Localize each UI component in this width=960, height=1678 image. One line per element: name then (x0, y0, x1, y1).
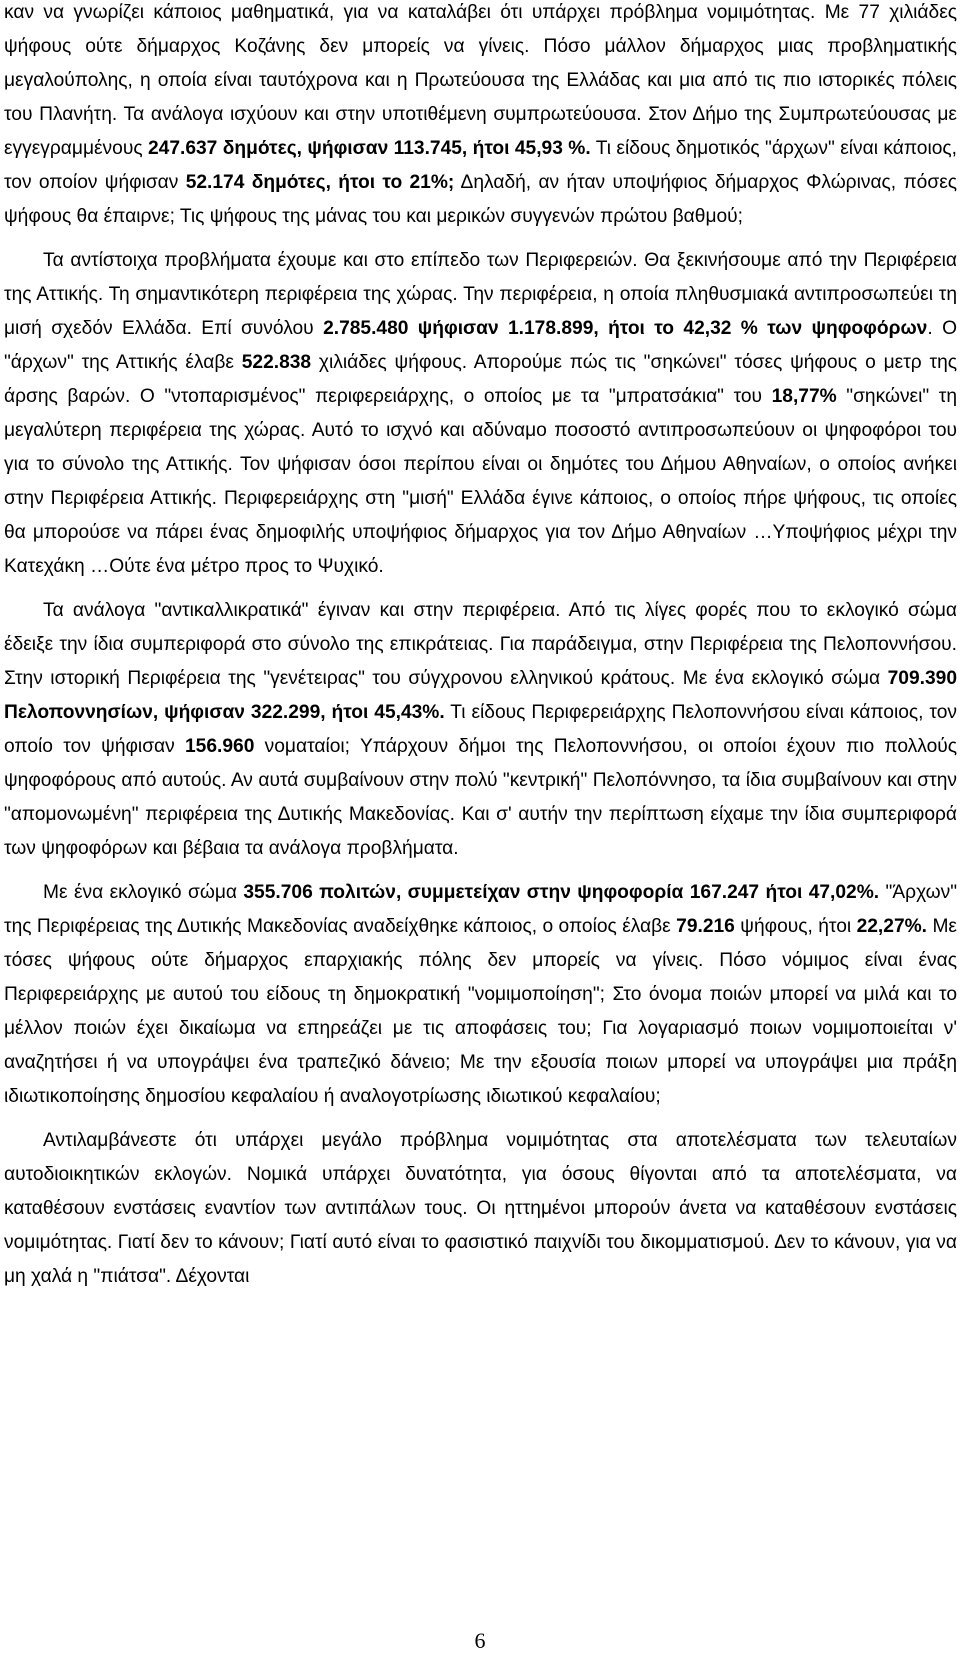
bold-text-run: 709.390 Πελοποννησίων, ψήφισαν 322.299, ήτοι 45,43%. (4, 668, 957, 723)
text-run: "Άρχων" της Περιφέρειας της Δυτικής Μακεδονίας αναδείχθηκε κάποιος, ο οποίος έλαβε (4, 882, 958, 937)
text-run: νοματαίοι; Υπάρχουν δήμοι της Πελοποννήσου, οι οποίοι έχουν πιο πολλούς ψηφοφόρους από αυτούς. Αν αυτά συμβαίνουν στην πολύ "κεντρική" Πελοπόννησο, τα ίδια συμβαίνουν και στην "απομονωμένη" περιφέρεια της Δυτικής Μακεδονίας. Και σ' αυτήν την περίπτωση είχαμε την ίδια συμπεριφορά των ψηφοφόρων και βέβαια τα ανάλογα προβλήματα. (4, 736, 957, 859)
bold-text-run: 247.637 δημότες, ψήφισαν 113.745, ήτοι 45,93 %. (147, 138, 591, 159)
text-run: Με ένα εκλογικό σώμα (43, 882, 244, 903)
bold-text-run: 156.960 (185, 736, 255, 757)
text-run: Τι είδους Περιφερειάρχης Πελοποννήσου είναι κάποιος, τον οποίο τον ψήφισαν (4, 702, 957, 757)
paragraph (4, 244, 957, 584)
text-run: ψήφους, ήτοι (734, 916, 857, 937)
bold-text-run: 522.838 (241, 352, 312, 373)
text-run: χιλιάδες ψήφους. Απορούμε πώς τις "σηκώνει" τόσες ψήφους ο μετρ της άρσης βαρών. Ο "ντοπαρισμένος" περιφερειάρχης, ο οποίος με τα "μπρατσάκια" του (4, 352, 958, 407)
text-run: Αντιλαμβάνεστε ότι υπάρχει μεγάλο πρόβλημα νομιμότητας στα αποτελέσματα των τελευταίων αυτοδιοικητικών εκλογών. Νομικά υπάρχει δυνατότητα, για όσους θίγονται από τα αποτελέσματα, να καταθέσουν ενστάσεις εναντίον των αντιπάλων τους. Οι ηττημένοι μπορούν άνετα να καταθέσουν ενστάσεις νομιμότητας. Γιατί δεν το κάνουν; Γιατί αυτό είναι το φασιστικό παιχνίδι του δικομματισμού. Δεν το κάνουν, για να μη χαλά η "πιάτσα". Δέχονται (4, 1130, 957, 1287)
paragraph (4, 1124, 957, 1294)
text-run: Τα ανάλογα "αντικαλλικρατικά" έγιναν και στην περιφέρεια. Από τις λίγες φορές που το εκλογικό σώμα έδειξε την ίδια συμπεριφορά στο σύνολο της επικράτειας. Για παράδειγμα, στην Περιφέρεια της Πελοποννήσου. Στην ιστορική Περιφέρεια της "γενέτειρας" του σύγχρονου ελληνικού κράτους. Με ένα εκλογικό σώμα (4, 600, 957, 689)
article-text (4, 0, 957, 1304)
paragraph (4, 0, 957, 234)
text-run: . Ο "άρχων" της Αττικής έλαβε (4, 318, 957, 373)
text-run: Τα αντίστοιχα προβλήματα έχουμε και στο επίπεδο των Περιφερειών. Θα ξεκινήσουμε από την Περιφέρεια της Αττικής. Τη σημαντικότερη περιφέρεια της χώρας. Την περιφέρεια, η οποία πληθυσμιακά αντιπροσωπεύει τη μισή σχεδόν Ελλάδα. Επί συνόλου (4, 250, 957, 339)
bold-text-run: 22,27%. (856, 916, 928, 937)
bold-text-run: 18,77% (771, 386, 837, 407)
text-run: καν να γνωρίζει κάποιος μαθηματικά, για να καταλάβει ότι υπάρχει πρόβλημα νομιμότητας. Με 77 χιλιάδες ψήφους ούτε δήμαρχος Κοζάνης δεν μπορείς να γίνεις. Πόσο μάλλον δήμαρχος μιας προβληματικής μεγαλούπολης, η οποία είναι ταυτόχρονα και η Πρωτεύουσα της Ελλάδας και μια από τις πιο ιστορικές πόλεις του Πλανήτη. Τα ανάλογα ισχύουν και στην υποτιθέμενη συμπρωτεύουσα. Στον Δήμο της Συμπρωτεύουσας με εγγεγραμμένους (4, 2, 957, 159)
text-run: Τι είδους δημοτικός "άρχων" είναι κάποιος, τον οποίον ψήφισαν (4, 138, 957, 193)
bold-text-run: 2.785.480 ψήφισαν 1.178.899, ήτοι το 42,32 % των ψηφοφόρων (323, 318, 928, 339)
paragraph (4, 594, 957, 866)
bold-text-run: 79.216 (676, 916, 735, 937)
text-run: Με τόσες ψήφους ούτε δήμαρχος επαρχιακής πόλης δεν μπορείς να γίνεις. Πόσο νόμιμος είναι ένας Περιφερειάρχης με αυτού του είδους τη δημοκρατική "νομιμοποίηση"; Στο όνομα ποιών μπορεί να μιλά και το μέλλον ποιών έχει δικαίωμα να επηρεάζει με τις αποφάσεις του; Για λογαριασμό ποιων νομιμοποιείται ν' αναζητήσει ή να υπογράψει ένα τραπεζικό δάνειο; Με την εξουσία ποιων μπορεί να υπογράψει μια πράξη ιδιωτικοποίησης δημοσίου κεφαλαίου ή αναλογοτρίωσης ιδιωτικού κεφαλαίου; (4, 916, 957, 1107)
bold-text-run: 355.706 πολιτών, συμμετείχαν στην ψηφοφορία 167.247 ήτοι 47,02%. (243, 882, 880, 903)
page-number: 6 (474, 1628, 486, 1653)
text-run: Δηλαδή, αν ήταν υποψήφιος δήμαρχος Φλώρινας, πόσες ψήφους θα έπαιρνε; Τις ψήφους της μάνας του και μερικών συγγενών πρώτου βαθμού; (4, 172, 957, 227)
text-run: "σηκώνει" τη μεγαλύτερη περιφέρεια της χώρας. Αυτό το ισχνό και αδύναμο ποσοστό αντιπροσωπεύουν οι ψηφοφόροι του για το σύνολο της Αττικής. Τον ψήφισαν όσοι περίπου είναι οι δημότες του Δήμου Αθηναίων, ο οποίος ανήκει στην Περιφέρεια Αττικής. Περιφερειάρχης στη "μισή" Ελλάδα έγινε κάποιος, ο οποίος πήρε ψήφους, τις οποίες θα μπορούσε να πάρει ένας δημοφιλής υποψήφιος δήμαρχος για τον Δήμο Αθηναίων …Υποψήφιος μέχρι την Κατεχάκη …Ούτε ένα μέτρο προς το Ψυχικό. (4, 386, 957, 577)
paragraph (4, 876, 957, 1114)
bold-text-run: 52.174 δημότες, ήτοι το 21%; (185, 172, 455, 193)
